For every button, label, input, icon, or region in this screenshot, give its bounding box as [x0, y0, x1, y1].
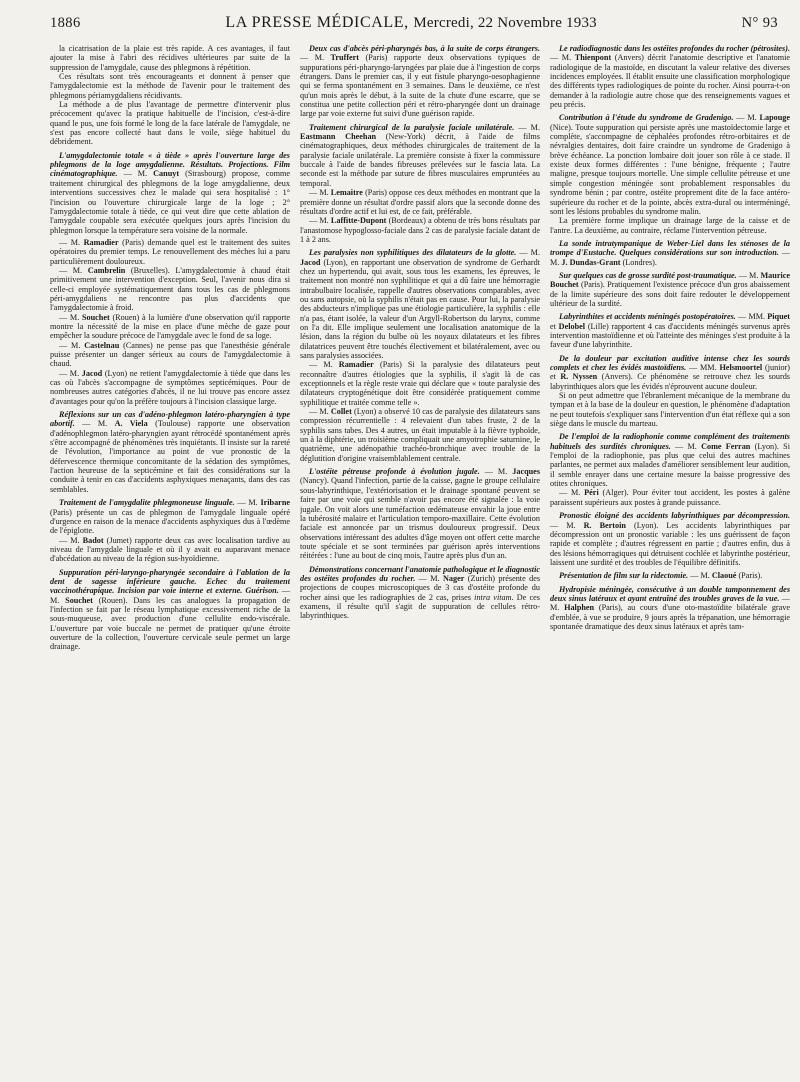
paragraph: [50, 341, 290, 369]
paragraph-text: — M.: [59, 340, 85, 350]
paragraph-text: (Lyon). Si l'emploi de la radiophonie, pas plus que celui des autres machines parlantes, ne permet aux malades d'améliorer sensiblement leur audition, il semble enrayer dans une certaine mesure la baisse progressive des otites chroniques.: [550, 441, 790, 489]
paragraph-text: — M.: [50, 586, 290, 605]
paragraph-text: — M.: [234, 498, 261, 508]
paragraph-text: — M.: [550, 53, 575, 63]
paragraph-text: — M.: [300, 53, 331, 63]
paragraph-text: La méthode a de plus l'avantage de permettre d'intervenir plus précocement qu'avec la pratique habituelle de l'incision, c'est-à-dire quand le pus, une fois formé le long de la face latérale de l'amygdale, ne s'est pas encore collecté haut dans le voile, siège habituel du débridement.: [50, 100, 290, 147]
author-name: R. Bertoin: [583, 520, 626, 530]
paragraph-text: (Alger). Pour éviter tout accident, les postes à galène paraissent supérieurs aux postes à grande puissance.: [550, 488, 790, 507]
author-name: Claoué: [711, 571, 737, 581]
paragraph-text: — M.: [479, 467, 513, 477]
paragraph-text: (Lille) rapportent 4 cas d'accidents méningés survenus après intervention mastoïdienne et où l'atteinte des méninges s'est produite à la faveur d'une labyrinthite.: [550, 321, 790, 350]
paragraph-text: — M.: [59, 265, 88, 275]
paragraph-text: (Strasbourg) propose, comme traitement chirurgical des phlegmons de la loge amygdalienne, deux interventions successives chez le malade qui sera hospitalisé : 1° l'incision ou l'ouverture chirurgicale large de la loge ; 2° l'amygdalectomie totale à tiède, ce qui veut dire que cette ablation de l'amygdale coupable sera exécutée quelques jours après l'incision du phlegmon lorsque la température sera voisine de la normale.: [50, 169, 290, 235]
paragraph-text: — M.: [309, 407, 331, 417]
column-left: [50, 44, 290, 652]
paragraph: [550, 44, 790, 109]
communication-title: Traitement de l'amygdalite phlegmoneuse linguale.: [59, 498, 235, 508]
author-name: J. Dundas-Grant: [561, 257, 621, 267]
paragraph: [550, 113, 790, 216]
paragraph-text: (Paris) rapporte deux observations typiques de suppurations péri-pharyngo-laryngées par plaie due à l'ingestion de corps étrangers. Dans le premier cas, il y eut fistule pharyngo-oesophagienne qui se ferma spontanément en 3 semaines. Dans le deuxième, ce n'est qu'un mois après le début, à la suite de la chute d'une escarre, que se constitua une petite collection péri et rétro-pharyngée dont un drainage large par voie externe fut suivi d'une guérison rapide.: [300, 53, 540, 119]
page-header: [50, 14, 778, 38]
author-name: Canuyt: [153, 169, 180, 179]
author-name: Péri: [584, 488, 599, 498]
communication-title: Traitement chirurgical de la paralysie faciale unilatérale.: [309, 122, 515, 132]
paragraph-text: — M.: [559, 488, 585, 498]
paragraph-text: (Paris) oppose ces deux méthodes en montrant que la première donne un résultat d'ordre passif alors que la seconde donne des résultats d'ordre actif et lui est, de ce fait, préférable.: [300, 188, 540, 216]
italic-text: intra vitam: [474, 592, 512, 602]
paragraph: [550, 391, 790, 428]
paragraph-text: (Jumet) rapporte deux cas avec localisation tardive au niveau de l'amygdale linguale et où il y avait eu auparavant menace d'abcédation au niveau de la région sus-hyoïdienne.: [50, 535, 290, 564]
communication-title: Labyrinthites et accidents méningés postopératoires.: [559, 312, 736, 322]
paragraph-text: (Anvers). Ce phénomène se retrouve chez les sourds labyrinthiques alors que les évidés n'éprouvent aucune douleur.: [550, 372, 790, 391]
paragraph: [50, 238, 290, 266]
paragraph-text: (Bordeaux) a obtenu de très bons résultats par l'anastomose hypoglosso-faciale dans 2 cas de paralysie faciale datant de 1 à 2 ans.: [300, 216, 540, 244]
paragraph-text: (Anvers) décrit l'anatomie descriptive et l'anatomie radiologique de la mastoïde, en discutant la valeur relative des diverses incidences employées. Il établit ensuite une classification morphologique des différents types radiologiques de pointe du rocher. Ainsi pourra-t-on demander à la radiologie autre chose que des renseignements vagues et peu précis.: [550, 53, 790, 110]
paragraph-text: (Paris), au cours d'une oto-mastoïdite bilatérale grave d'emblée, à vue se produire, 9 jours après la trépanation, une hémorragie spontanée dramatique des deux sinus latéraux et après tam-: [550, 603, 790, 631]
paragraph: [300, 565, 540, 621]
paragraph-text: (Rouen). Dans les cas analogues la propagation de l'infection se fait par le réseau lymphatique excessivement riche de la sous-muqueuse, avec production d'une cellulite endo-viscérale. L'ouverture par voie buccale ne permet de pratiquer qu'une étroite ouverture de la collection, l'ouverture cervicale seule permet un large drainage.: [50, 595, 290, 652]
paragraph-text: Ces résultats sont très encourageants et donnent à penser que l'amygdalectomie est la méthode de l'avenir pour le traitement des phlegmons périamygdaliens récidivants.: [50, 72, 290, 100]
communication-title: Pronostic éloigné des accidents labyrinthiques par décompression.: [559, 511, 790, 521]
paragraph: [50, 151, 290, 235]
paragraph: [550, 239, 790, 267]
communication-title: De la douleur par excitation auditive intense chez les sourds complets et chez les évidés mastoïdiens.: [550, 353, 790, 372]
communication-title: Le radiodiagnostic dans les ostéites profondes du rocher (pétrosites).: [559, 44, 790, 53]
paragraph: [550, 571, 790, 580]
paragraph-text: (Paris) demande quel est le traitement des suites opératoires du premier temps. Le renouvellement des mèches lui a paru particulièrement douloureux.: [50, 237, 290, 266]
author-name: Halphen: [564, 603, 595, 613]
paragraph-text: (Paris) Si la paralysie des dilatateurs peut reconnaître d'autres étiologies que la syphilis, il s'agit là de cas exceptionnels et la règle reste vraie qui déclare que « toute paralysie des dilatateurs cryptogénétique doit être considérée pratiquement comme syphilitique et traitée comme telle ».: [300, 360, 540, 407]
paragraph-text: — M.: [74, 419, 115, 429]
paragraph-text: — M.: [516, 248, 540, 258]
author-name: Ramadier: [338, 360, 374, 370]
paragraph-text: — M.: [309, 188, 331, 198]
paragraph-text: — MM.: [686, 363, 720, 372]
paragraph: [50, 498, 290, 535]
paragraph-text: (New-York) décrit, à l'aide de films cinématographiques, deux méthodes chirurgicales de traitement de la paralysie faciale unilatérale. La première consiste à fixer la commissure buccale à l'aide de bandes fibreuses prélevées sur le fascia lata. La seconde est la méthode par suture de fibres musculaires empruntées au temporal.: [300, 132, 540, 188]
paragraph-text: (Paris) présente un cas de phlegmon de l'amygdale linguale opéré d'urgence en raison de la menace d'accidents asphyxiques dus à l'œdème de l'épiglotte.: [50, 507, 290, 536]
paragraph-text: (Cannes) ne pense pas que l'anesthésie générale puisse présenter un danger sérieux au cours de l'amygdalectomie à chaud.: [50, 340, 290, 369]
issue-number: N° 93: [741, 15, 778, 31]
paragraph: [550, 585, 790, 632]
author-name: Eastmann Cheehan: [300, 132, 377, 142]
author-name: Castelnau: [84, 340, 120, 350]
paragraph-text: — M.: [514, 122, 540, 132]
author-name: Jacod: [300, 257, 321, 267]
author-name: Iribarne: [260, 498, 290, 508]
paragraph-text: — M.: [415, 573, 443, 583]
paragraph-text: — MM.: [735, 312, 768, 322]
paragraph-text: — M.: [59, 237, 84, 247]
paragraph: [550, 312, 790, 349]
paragraph-text: (Zurich) présente des projections de coupes microscopiques de 3 cas d'ostéite profonde du rocher ainsi que les radiographies de 2 cas, prises: [300, 573, 540, 602]
author-name: Cambrelin: [87, 265, 126, 275]
author-name: Nager: [442, 573, 465, 583]
paragraph-text: (Rouen) à la lumière d'une observation qu'il rapporte montre la nécessité de la mise en place d'une mèche de gaze pour empêcher la soudure précoce de l'amygdale avec le fond de sa loge.: [50, 312, 290, 341]
paragraph-text: — M.: [736, 270, 761, 280]
author-name: Collet: [330, 407, 352, 417]
column-right: [550, 44, 790, 652]
paragraph-text: et: [550, 321, 559, 331]
paragraph-text: (Lyon). Les accidents labyrinthiques par décompression ont un pronostic variable : les uns guérissent de façon rapide et complète ; d'autres régressent en partie ; d'autres enfin, dus à des lésions hémorragiques qui détruisent cochlée et labyrinthe postérieur, laissent une surdité et des troubles de l'équilibre définitifs.: [550, 520, 790, 567]
communication-title: Suppuration péri-laryngo-pharyngée secondaire à l'ablation de la dent de sagesse inférieure gauche. Echec du traitement vaccinothérapique. Incision par voie interne et externe. Guérison.: [50, 567, 290, 596]
paragraph-text: — M.: [550, 593, 790, 613]
author-name: Piquet: [767, 312, 790, 322]
paragraph-text: (Toulouse) rapporte une observation d'adénophlegmon latéro-pharyngien ayant rétrocédé spontanément après s'être accompagné de phénomènes très inquiétants. Il insiste sur la rareté de l'évolution, l'importance au point de vue pronostic de la défervescence thermique concomitante de la sédation des symptômes, l'action heureuse de la septicémine et fait des considérations sur la conduite à tenir en cas d'accidents asphyxiques menaçants, dans des cas semblables.: [50, 419, 290, 494]
author-name: Lemaitre: [330, 188, 363, 198]
author-name: R. Nyssen: [560, 372, 598, 382]
paragraph-text: — M.: [309, 216, 331, 226]
paragraph: [550, 488, 790, 507]
author-name: Delobel: [558, 321, 586, 331]
paragraph: [300, 407, 540, 463]
paragraph-text: la cicatrisation de la plaie est très rapide. A ces avantages, il faut ajouter la mise à l'abri des récidives ultérieures par suite de la suppression de l'amygdale, cause des phlegmons à répétition.: [50, 44, 290, 72]
author-name: Lapouge: [759, 113, 790, 123]
paragraph-text: — M.: [550, 248, 790, 267]
communication-title: Deux cas d'abcès péri-pharyngés bas, à la suite de corps étrangers.: [309, 44, 540, 53]
paragraph: [50, 536, 290, 564]
paragraph-text: — M.: [59, 312, 82, 322]
communication-title: De l'emploi de la radiophonie comme complément des traitements habituels des surdités chroniques.: [550, 432, 790, 451]
paragraph-text: (Nice). Toute suppuration qui persiste après une mastoïdectomie large et complète, s'accompagne de céphalées profondes rétro-orbitaires et de névralgies dentaires, doit faire craindre un syndrome de Gradenigo à brève échéance. La ponction lombaire doit jouer son rôle à ce stade. Il existe deux formes différentes : l'une bénigne, fréquente ; l'autre maligne, presque toujours mortelle. Une simple cellulite pétreuse et une simple congestion méningée sont probablement responsables du syndrome bénin ; par contre, ostéite proprement dite de la face antéro-supérieure du rocher et de la pointe, abcès extra-dural ou interméningé, sont les lésions probables du syndrome malin.: [550, 122, 790, 216]
paragraph-text: (Paris). Pratiquement l'existence précoce d'un gros abaissement de la limite supérieure des sons doit faire redouter le développement ultérieur de la surdité.: [550, 280, 790, 308]
author-name: Truffert: [330, 53, 360, 63]
communication-title: Présentation de film sur la ridectomie.: [559, 571, 689, 581]
paragraph: [50, 44, 290, 72]
paragraph-text: (Paris).: [736, 571, 763, 581]
page-number: 1886: [50, 15, 81, 31]
paragraph: [300, 216, 540, 244]
paragraph: [50, 369, 290, 406]
paragraph: [300, 44, 540, 119]
paragraph-text: — M.: [117, 169, 154, 179]
paragraph-text: — M.: [670, 441, 702, 451]
author-name: Jacod: [81, 368, 103, 378]
paragraph: [50, 313, 290, 341]
paragraph-text: (Nancy). Quand l'infection, partie de la caisse, gagne le groupe cellulaire sous-labyrinthique, l'extériorisation et le drainage spontané peuvent se faire par une voie qui semble n'avoir pas encore été signalée : la voie jugale. On voit alors une tuméfaction œdémateuse envahir la joue entre la tubérosité malaire et l'articulation temporo-maxillaire. Cette évolution faciale est annoncée par un trismus douloureux progressif. Deux observations intéressant des adultes d'âge moyen ont offert cette marche toute spéciale et se sont terminées par guérison après interventions réitérées : l'une au bout de cinq mois, l'autre après plus d'un an.: [300, 476, 540, 561]
paragraph: [300, 248, 540, 360]
communication-title: Sur quelques cas de grosse surdité post-traumatique.: [559, 270, 737, 280]
paragraph-text: (Lyon) a observé 10 cas de paralysie des dilatateurs sans compression récurrentielle : 4 relevaient d'un tabes fruste, 2 de la syphilis sans tabes. Des 4 autres, un était imputable à la fièvre typhoïde, un à la diphtérie, un troisième compliquait une amyotrophie saturnine, le quatrième, une adénopathie trachéo-bronchique avec trouble de la déglutition d'origine vraisemblablement centrale.: [300, 407, 540, 463]
paragraph-text: . De ces examens, il résulte qu'il s'agit de suppuration de cellules rétro-labyrinthiques.: [300, 592, 540, 621]
author-name: Thienpont: [574, 53, 612, 63]
paragraph-text: — M.: [59, 535, 83, 545]
paragraph: [300, 360, 540, 407]
paragraph-text: La première forme implique un drainage large de la caisse et de l'antre. La deuxième, au contraire, réclame l'intervention pétreuse.: [550, 216, 790, 235]
author-name: A. Viela: [114, 419, 148, 429]
communication-title: L'amygdalectomie totale « à tiède » après l'ouverture large des phlegmons de la loge amygdalienne. Résultats. Projections. Film cinématographique.: [50, 150, 290, 179]
issue-date: Mercredi, 22 Novembre 1933: [413, 15, 597, 31]
paragraph: [550, 432, 790, 488]
paragraph: [50, 266, 290, 313]
author-name: Come Ferran: [701, 441, 751, 451]
paragraph: [300, 188, 540, 216]
paragraph: [50, 72, 290, 100]
article-columns: [50, 44, 790, 652]
paragraph: [300, 467, 540, 560]
communication-title: Réflexions sur un cas d'adéno-phlegmon latéro-pharyngien à type abortif.: [50, 410, 290, 429]
paragraph-text: (Lyon), en rapportant une observation de syndrome de Gerhardt chez un hypertendu, qui avait, sous tous les examens, les épreuves, le traitement non montré non syphilitique et qui a dû faire une hémorragie intrabulbaire localisée, rappelle d'autres observations comparables, avec ou sans autopsie, où la syphilis n'était pas en cause. Pour lui, la paralysie des abducteurs n'implique pas une étiologie particulière, la syphilis : elle n'a pas, étant isolée, la valeur d'un Argyll-Robertson du larynx, comme on l'a dit. Elle implique seulement une localisation anatomique de la lésion, dans la région du bulbe où les noyaux dilatateurs et les fibres dilatatrices peuvent être touchés électivement et bilatéralement, avec ou sans paralysies associées.: [300, 257, 540, 360]
journal-title: LA PRESSE MÉDICALE,: [225, 14, 409, 31]
paragraph: [50, 410, 290, 494]
paragraph: [550, 511, 790, 567]
paragraph-text: (junior) et: [550, 363, 790, 382]
communication-title: Contribution à l'étude du syndrome de Gradenigo.: [559, 113, 734, 123]
author-name: Souchet: [81, 312, 110, 322]
author-name: Helsmoortel: [719, 363, 763, 372]
paragraph-text: — M.: [59, 368, 82, 378]
paragraph-text: — M.: [309, 360, 339, 370]
paragraph-text: — M.: [550, 520, 584, 530]
communication-title: Démonstrations concernant l'anatomie pathologique et le diagnostic des ostéites profondes du rocher.: [300, 564, 540, 583]
author-name: Jacques: [512, 467, 540, 477]
paragraph-text: (Londres).: [620, 257, 657, 267]
author-name: Maurice Bouchet: [550, 270, 790, 290]
paragraph-text: Si on peut admettre que l'ébranlement mécanique de la membrane du tympan et à la base de la douleur en question, le phénomène d'adaptation ne peut toutefois s'expliquer sans l'intervention d'un état réflexe qui a son siège dans le muscle du marteau.: [550, 391, 790, 429]
journal-masthead: [225, 14, 597, 32]
column-middle: [300, 44, 540, 652]
paragraph-text: — M.: [688, 571, 712, 581]
paragraph: [550, 271, 790, 308]
paragraph: [50, 100, 290, 147]
author-name: Souchet: [65, 595, 93, 605]
author-name: Ramadier: [83, 237, 119, 247]
paragraph: [550, 354, 790, 391]
communication-title: L'ostéite pétreuse profonde à évolution jugale.: [309, 467, 480, 477]
paragraph: [50, 568, 290, 652]
author-name: Badot: [82, 535, 104, 545]
paragraph: [300, 123, 540, 188]
paragraph-text: (Bruxelles). L'amygdalectomie à chaud était primitivement une intervention d'exception. Seul, l'avenir nous dira si celle-ci employée systématiquement dans tous les cas de phlegmons péri-amygdaliens ne rencontre pas plus d'accidents que l'amygdalectomie à froid.: [50, 265, 290, 313]
paragraph-text: — M.: [733, 113, 760, 123]
communication-title: Hydropisie méningée, consécutive à un double tamponnement des deux sinus latéraux et ayant entraîné des troubles graves de la vue.: [550, 584, 790, 603]
author-name: Laffitte-Dupont: [330, 216, 387, 226]
paragraph-text: (Lyon) ne retient l'amygdalectomie à tiède que dans les cas où l'abcès s'accompagne de symptômes septicémiques. Pour de nombreuses autres catégories d'abcès, il ne lui trouve pas encore assez d'avantages pour qu'on la préfère toujours à l'incision classique large.: [50, 368, 290, 406]
paragraph: [550, 216, 790, 235]
communication-title: Les paralysies non syphilitiques des dilatateurs de la glotte.: [309, 248, 517, 258]
communication-title: La sonde intratympanique de Weber-Liel dans les sténoses de la trompe d'Eustache. Quelques considérations sur son introduction.: [550, 238, 790, 258]
